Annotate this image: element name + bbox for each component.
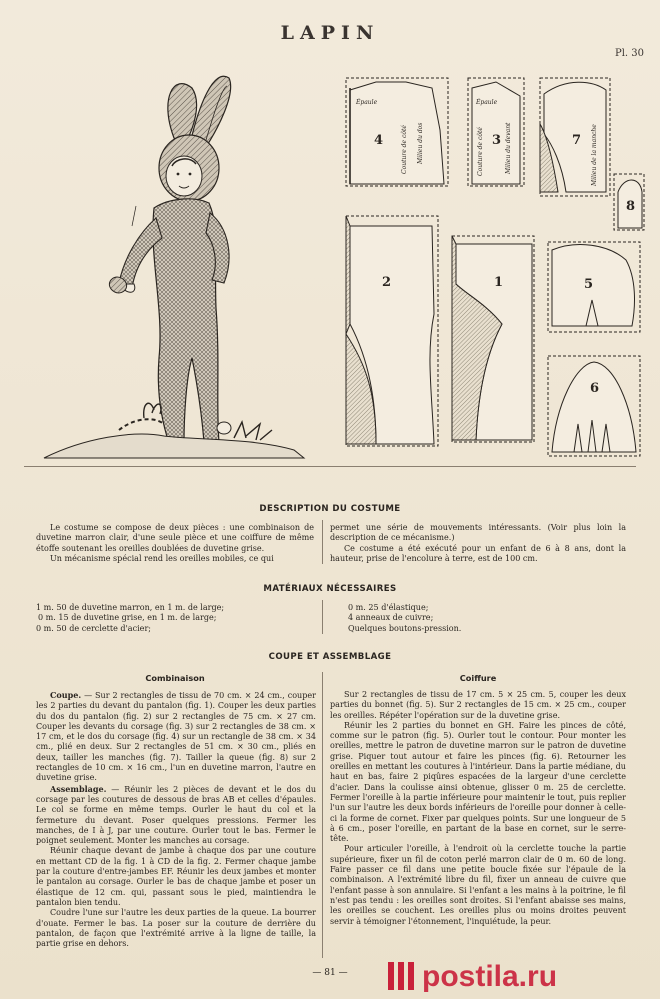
piece-label-2: 2 — [382, 275, 392, 290]
label-epaule-3: Épaule — [476, 99, 498, 106]
page-number: — 81 — — [312, 968, 348, 978]
material-item: Quelques boutons-pression. — [348, 623, 462, 633]
description-right-para-2: Ce costume a été exécuté pour un enfant de 6 à 8 ans, dont la hauteur, prise de l'encolure à terre, est de 100 cm. — [330, 543, 626, 563]
combinaison-text — [36, 690, 316, 949]
material-item: 0 m. 15 de duvetine grise, en 1 m. de large; — [38, 613, 217, 623]
piece-label-5: 5 — [584, 277, 594, 292]
label-couture-cote-4: Couture de côté — [401, 125, 408, 174]
coiffure-para: Sur 2 rectangles de tissu de 17 cm. 5 × 25 cm. 5, couper les deux parties du bonnet (fig. 5). Sur 2 rectangles de 15 cm. × 25 cm., couper les oreilles. Répéter l'opération sur de la duvetine grise. — [330, 690, 626, 720]
coiffure-text — [330, 690, 626, 927]
description-left-column — [36, 523, 314, 564]
assembly-heading: COUPE ET ASSEMBLAGE — [268, 652, 392, 662]
material-item: 4 anneaux de cuivre; — [348, 613, 434, 623]
page-title: LAPIN — [280, 22, 380, 44]
pattern-pieces — [336, 64, 648, 466]
watermark-logo — [388, 956, 648, 996]
column-divider-description — [322, 520, 323, 564]
piece-label-6: 6 — [590, 381, 600, 396]
description-left-para-2: Un mécanisme spécial rend les oreilles mobiles, ce qui — [50, 553, 274, 563]
material-item: 0 m. 50 de cerclette d'acier; — [36, 623, 151, 633]
piece-label-3: 3 — [492, 133, 502, 148]
coiffure-para: Réunir les 2 parties du bonnet en GH. Faire les pinces de côté, comme sur le patron (fig. 5). Ourler tout le contour. Pour monter les oreilles, mettre le patron de duvetine marron sur le patron de duvetine grise. Piquer tout autour et faire les pinces (fig. 6). Retourner les oreilles en mettant les coutures à l'intérieur. Dans la partie médiane, du haut en bas, faire 2 piqûres espacées de la largeur d'une cerclette d'acier. Dans la coulisse ainsi obtenue, glisser 0 m. 25 de cerclette. Fermer l'oreille à la partie inférieure pour maintenir le tout, puis replier l'un sur l'autre les deux bords inférieurs de l'oreille pour donner à celle-ci la forme de cornet. Fixer par quelques points. Sur une longueur de 5 à 6 cm., poser l'oreille, en partant de la base en cornet, sur le serre-tête. — [330, 720, 626, 844]
plate-number: Pl. 30 — [614, 48, 644, 59]
combinaison-para: Réunir chaque devant de jambe à chaque dos par une couture en mettant CD de la fig. 1 à CD de la fig. 2. Fermer chaque jambe par la couture d'entre-jambes EF. Réunir les deux jambes et monter le pantalon au corsage. Ourler le bas de chaque jambe et poser un élastique de 12 cm. qui, passant sous le pied, maintiendra le pantalon bien tendu. — [36, 846, 316, 907]
description-right-column — [330, 523, 626, 564]
coupe-text: — Sur 2 rectangles de tissu de 70 cm. × 24 cm., couper les 2 parties du devant du pantalon (fig. 1). Couper les deux parties du dos du pantalon (fig. 2) sur 2 rectangles de 75 cm. × 27 cm. Couper les devants du corsage (fig. 3) sur 2 rectangles de 38 cm. × 17 cm, et le dos du corsage (fig. 4) sur un rectangle de 38 cm. × 34 cm., plié en deux. Sur 2 rectangles de 51 cm. × 30 cm., pliés en deux, tailler les manches (fig. 7). Tailler la queue (fig. 8) sur 2 rectangles de 10 cm. × 16 cm., l'un en duvetine marron, l'autre en duvetine grise. — [36, 691, 316, 783]
coiffure-heading: Coiffure — [459, 673, 497, 683]
materials-right-list — [348, 603, 618, 634]
assemblage-text: — Réunir les 2 pièces de devant et le dos du corsage par les coutures de dessous de bras AB et celles d'épaules. Le col se forme en même temps. Ourler le haut du col et la fermeture du devant. Poser quelques pressions. Fermer les manches, de I à J, par une couture. Ourler tout le bas. Fermer le poignet seulement. Monter les manches au corsage. — [36, 784, 316, 846]
label-epaule-4: Épaule — [356, 99, 378, 106]
description-right-para-1: permet une série de mouvements intéressants. (Voir plus loin la description de ce mécanisme.) — [330, 523, 626, 543]
label-milieu-dos: Milieu du dos — [417, 122, 424, 164]
coupe-lead: Coupe. — [50, 690, 82, 700]
coiffure-para: Pour articuler l'oreille, à l'endroit où la cerclette touche la partie supérieure, fixer un fil de coton perlé marron clair de 0 m. 60 de long. Faire passer ce fil dans une petite boucle fixée sur l'épaule de la combinaison. A l'extrémité libre du fil, fixer un anneau de cuivre que l'enfant passe à son annulaire. Si l'enfant a les mains à la poitrine, le fil n'est pas tendu : les oreilles sont droites. Si l'enfant abaisse ses mains, les oreilles se couchent. Les oreilles plus ou moins droites peuvent servir à témoigner l'étonnement, l'inquiétude, la peur. — [330, 844, 626, 926]
materials-heading: MATÉRIAUX NÉCESSAIRES — [263, 584, 397, 594]
assemblage-lead: Assemblage. — [50, 783, 107, 794]
material-item: 1 m. 50 de duvetine marron, en 1 m. de large; — [36, 603, 225, 612]
label-milieu-devant: Milieu du devant — [505, 122, 512, 174]
description-left-para-1: Le costume se compose de deux pièces : une combinaison de duvetine marron clair, d'une seule pièce et une coiffure de même étoffe soutenant les oreilles doublées de duvetine grise. — [36, 523, 314, 553]
piece-label-4: 4 — [374, 133, 384, 148]
materials-left-list — [36, 603, 316, 634]
combinaison-para: Coudre l'une sur l'autre les deux parties de la queue. La bourrer d'ouate. Fermer le bas. La poser sur la couture de derrière du pantalon, de façon que l'extrémité arrive à la ligne de taille, la partie grise en dehors. — [36, 908, 316, 949]
column-divider-materials — [322, 600, 323, 634]
piece-label-1: 1 — [494, 275, 504, 290]
label-milieu-manche: Milieu de la manche — [591, 124, 598, 186]
label-couture-cote-3: Couture de côté — [477, 127, 484, 176]
material-item: 0 m. 25 d'élastique; — [348, 603, 429, 612]
section-divider — [24, 466, 636, 467]
combinaison-heading: Combinaison — [145, 673, 205, 683]
piece-label-8: 8 — [626, 199, 636, 214]
piece-label-7: 7 — [572, 133, 582, 148]
description-heading: DESCRIPTION DU COSTUME — [259, 504, 401, 514]
rabbit-costume-illustration — [24, 58, 324, 466]
column-divider-assembly — [322, 672, 323, 958]
watermark-text: postila.ru — [422, 960, 558, 993]
